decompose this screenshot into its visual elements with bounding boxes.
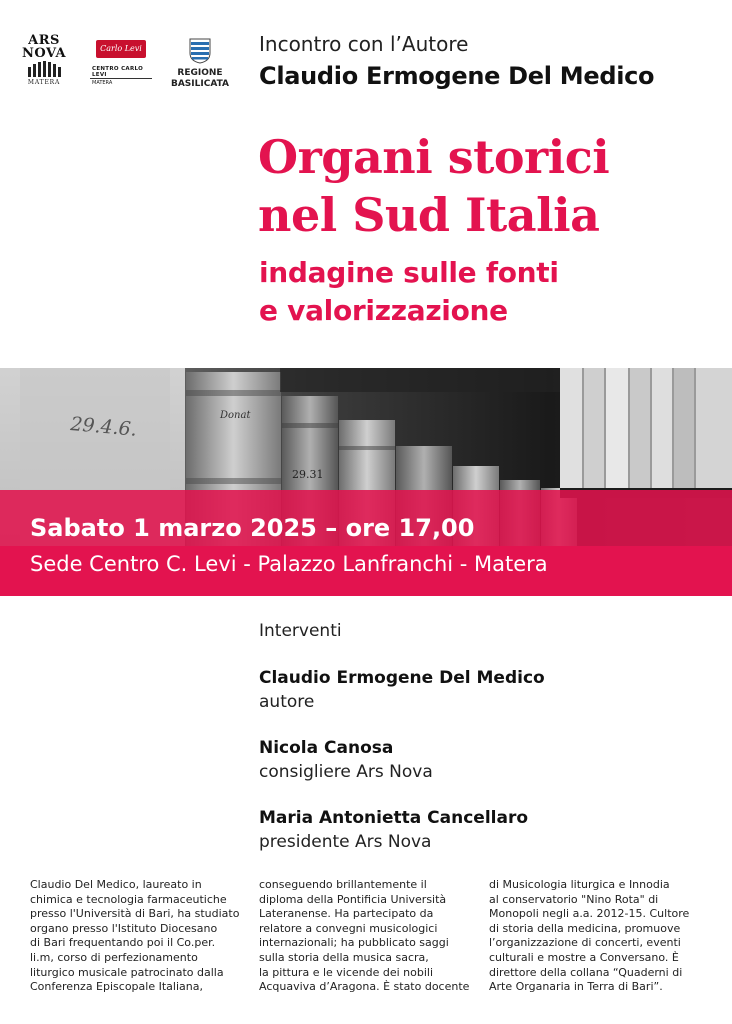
speaker-name: Claudio Ermogene Del Medico [259,668,545,688]
centro-carlo-levi-city: MATERA [92,80,113,86]
bio-line: di Musicologia liturgica e Innodia [489,878,670,891]
bio-line: relatore a convegni musicologici [259,921,438,935]
bio-column-3 [489,878,715,995]
speaker-name: Maria Antonietta Cancellaro [259,808,529,828]
bio-line: Lateranense. Ha partecipato da [259,907,434,921]
main-title-line2: nel Sud Italia [258,188,600,242]
regione-shield-icon [189,38,211,64]
ars-nova-logo [22,34,66,86]
speaker-item [259,666,545,714]
bio-line: liturgico musicale patrocinato dalla [30,965,224,979]
centro-carlo-levi-logo [90,40,152,86]
main-title-line1: Organi storici [258,130,610,184]
bio-line: presso l'Università di Bari, ha studiato [30,907,240,921]
bio-line: li.m, corso di perfezionamento [30,950,198,964]
bio-line: Monopoli negli a.a. 2012-15. Cultore [489,907,690,921]
bio-line: al conservatorio "Nino Rota" di [489,892,659,906]
bio-line: culturali e mostre a Conversano. È [489,950,679,964]
speaker-role: autore [259,692,315,712]
speaker-item [259,736,433,784]
subtitle [259,254,559,330]
subtitle-line1: indagine sulle fonti [259,256,559,289]
organ-pipes-icon [26,61,62,77]
speaker-role: consigliere Ars Nova [259,762,433,782]
speaker-item [259,806,528,854]
inscription-3: Donat [220,410,251,421]
bio-line: internazionali; ha pubblicato saggi [259,936,449,950]
regione-line1: REGIONE [177,68,223,78]
bio-line: Acquaviva d’Aragona. È stato docente [259,980,470,994]
bio-line: direttore della collana “Quaderni di [489,965,683,979]
event-date-time: Sabato 1 marzo 2025 – ore 17,00 [30,514,475,542]
bio-line: di storia della medicina, promuove [489,921,681,935]
bio-line: sulla storia della musica sacra, [259,950,429,964]
bio-line: Claudio Del Medico, laureato in [30,878,202,891]
ars-nova-logo-line1: ARS [28,33,60,48]
bio-line: la pittura e le vicende dei nobili [259,965,434,979]
bio-line: conseguendo brillantemente il [259,878,427,891]
bio-line: diploma della Pontificia Università [259,892,447,906]
bio-line: Arte Organaria in Terra di Bari”. [489,980,663,994]
carlo-levi-signature-badge: Carlo Levi [96,40,146,58]
regione-basilicata-logo [170,38,230,90]
main-title [258,128,609,244]
inscription-2: 29.31 [292,468,324,481]
bio-line: Conferenza Episcopale Italiana, [30,980,203,994]
bio-line: chimica e tecnologia farmaceutiche [30,892,227,906]
event-type-label: Incontro con l’Autore [259,32,469,56]
inscription-1: 29.4.6. [69,413,138,441]
bio-line: l’organizzazione di concerti, eventi [489,936,681,950]
ars-nova-logo-city: MATERA [27,79,61,86]
ars-nova-logo-line2: NOVA [22,46,67,61]
subtitle-line2: e valorizzazione [259,294,508,327]
speaker-name: Nicola Canosa [259,738,394,758]
regione-line2: BASILICATA [170,79,230,89]
bio-line: organo presso l'Istituto Diocesano [30,921,218,935]
bio-line: di Bari frequentando poi il Co.per. [30,936,216,950]
speaker-role: presidente Ars Nova [259,832,432,852]
author-name-heading: Claudio Ermogene Del Medico [259,62,655,90]
bio-column-2 [259,878,485,995]
bio-column-1 [30,878,256,995]
centro-carlo-levi-name: CENTRO CARLO LEVI [90,66,152,79]
event-venue: Sede Centro C. Levi - Palazzo Lanfranchi - Matera [30,552,548,576]
speakers-heading: Interventi [259,621,342,641]
